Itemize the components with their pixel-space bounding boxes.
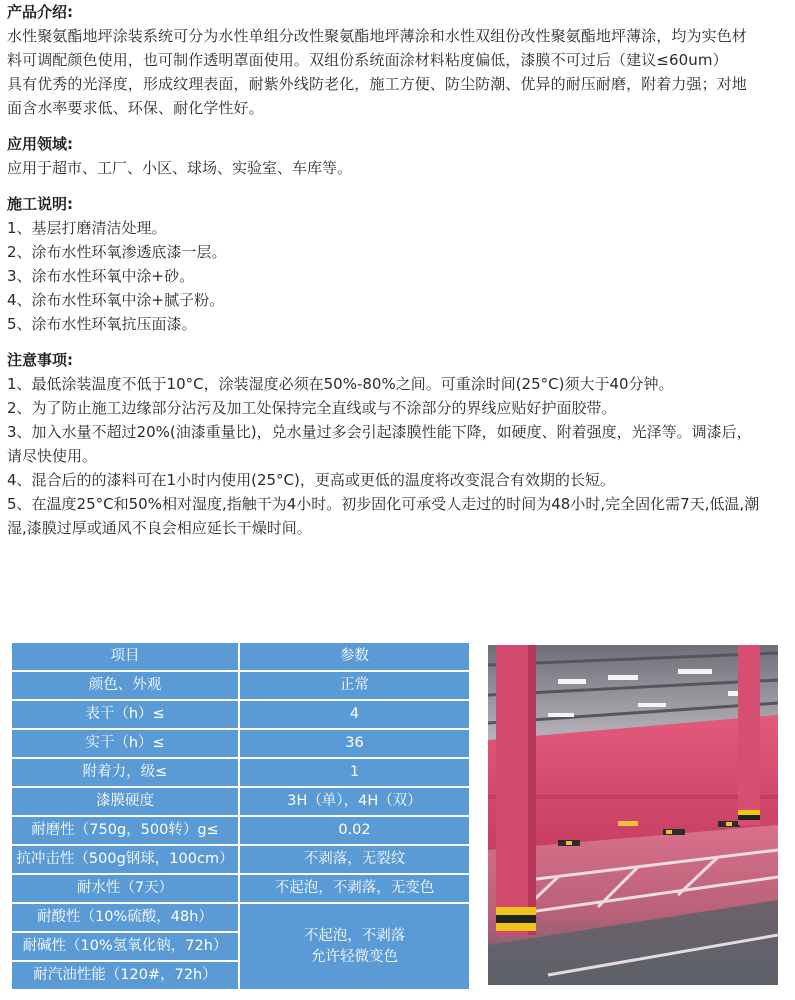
- parking-garage-photo: [488, 645, 778, 985]
- intro-line: 具有优秀的光泽度，形成纹理表面，耐紫外线防老化，施工方便、防尘防潮、优异的耐压耐磨，附着力强；对地: [7, 75, 747, 93]
- table-row: [12, 904, 469, 931]
- construction-step: 3、涂布水性环氧中涂+砂。: [7, 267, 195, 285]
- construction-step: 1、基层打磨清洁处理。: [7, 219, 167, 237]
- notes-line: 3、加入水量不超过20%(油漆重量比)，兑水量过多会引起漆膜性能下降，如硬度、附着强度，光泽等。调漆后，: [7, 423, 752, 441]
- table-cell-item: 耐酸性（10%硫酸，48h）: [12, 904, 238, 931]
- table-header-cell: 项目: [12, 643, 238, 670]
- notes-line: 湿,漆膜过厚或通风不良会相应延长干燥时间。: [7, 519, 312, 537]
- table-row: [12, 701, 469, 728]
- table-cell-item: 抗冲击性（500g钢球，100cm）: [12, 846, 238, 873]
- table-header-row: [12, 643, 469, 670]
- table-cell-merged-value: [240, 904, 469, 989]
- application-heading: 应用领域:: [7, 135, 73, 153]
- table-cell-value: 1: [240, 759, 469, 786]
- notes-line: 1、最低涂装温度不低于10°C，涂装湿度必须在50%-80%之间。可重涂时间(25°C)须大于40分钟。: [7, 375, 674, 393]
- table-row: [12, 730, 469, 757]
- table-cell-item: 耐磨性（750g，500转）g≤: [12, 817, 238, 844]
- construction-step: 4、涂布水性环氧中涂+腻子粉。: [7, 291, 225, 309]
- table-row: [12, 672, 469, 699]
- table-cell-value: 0.02: [240, 817, 469, 844]
- table-row: [12, 875, 469, 902]
- construction-step: 5、涂布水性环氧抗压面漆。: [7, 315, 197, 333]
- table-row: [12, 846, 469, 873]
- table-row: [12, 817, 469, 844]
- table-cell-item: 附着力，级≤: [12, 759, 238, 786]
- intro-heading: 产品介绍:: [7, 3, 73, 21]
- table-cell-item: 耐碱性（10%氢氧化钠，72h）: [12, 933, 238, 960]
- notes-line: 5、在温度25°C和50%相对湿度,指触干为4小时。初步固化可承受人走过的时间为48小时,完全固化需7天,低温,潮: [7, 495, 760, 513]
- intro-text: [7, 24, 789, 120]
- document-body: [7, 0, 789, 540]
- intro-line: 面含水率要求低、环保、耐化学性好。: [7, 99, 264, 117]
- garage-illustration: [488, 645, 778, 985]
- notes-line: 2、为了防止施工边缘部分沾污及加工处保持完全直线或与不涂部分的界线应贴好护面胶带。: [7, 399, 617, 417]
- intro-line: 水性聚氨酯地坪涂装系统可分为水性单组分改性聚氨酯地坪薄涂和水性双组份改性聚氨酯地坪薄涂，均为实色材: [7, 27, 747, 45]
- table-header-cell: 参数: [240, 643, 469, 670]
- table-cell-value: 36: [240, 730, 469, 757]
- application-text: 应用于超市、工厂、小区、球场、实验室、车库等。: [7, 159, 353, 177]
- table-cell-item: 实干（h）≤: [12, 730, 238, 757]
- table-cell-item: 漆膜硬度: [12, 788, 238, 815]
- table-cell-value: 不剥落，无裂纹: [240, 846, 469, 873]
- notes-heading: 注意事项:: [7, 351, 73, 369]
- merged-value-line: 不起泡，不剥落: [303, 927, 406, 944]
- table-cell-item: 表干（h）≤: [12, 701, 238, 728]
- table-cell-item: 耐水性（7天）: [12, 875, 238, 902]
- table-row: [12, 759, 469, 786]
- construction-step: 2、涂布水性环氧渗透底漆一层。: [7, 243, 227, 261]
- notes-line: 4、混合后的的漆料可在1小时内使用(25°C)，更高或更低的温度将改变混合有效期的长短。: [7, 471, 615, 489]
- spec-table: [10, 641, 471, 991]
- intro-line: 料可调配颜色使用，也可制作透明罩面使用。双组份系统面涂材料粘度偏低，漆膜不可过后（建议≤60um）: [7, 51, 728, 69]
- table-row: [12, 788, 469, 815]
- table-cell-item: 颜色、外观: [12, 672, 238, 699]
- construction-heading: 施工说明:: [7, 195, 73, 213]
- notes-line: 请尽快使用。: [7, 447, 98, 465]
- table-cell-value: 3H（单），4H（双）: [240, 788, 469, 815]
- merged-value-line: 允许轻微变色: [311, 948, 398, 965]
- table-cell-item: 耐汽油性能（120#，72h）: [12, 962, 238, 989]
- table-cell-value: 不起泡，不剥落，无变色: [240, 875, 469, 902]
- table-cell-value: 正常: [240, 672, 469, 699]
- table-cell-value: 4: [240, 701, 469, 728]
